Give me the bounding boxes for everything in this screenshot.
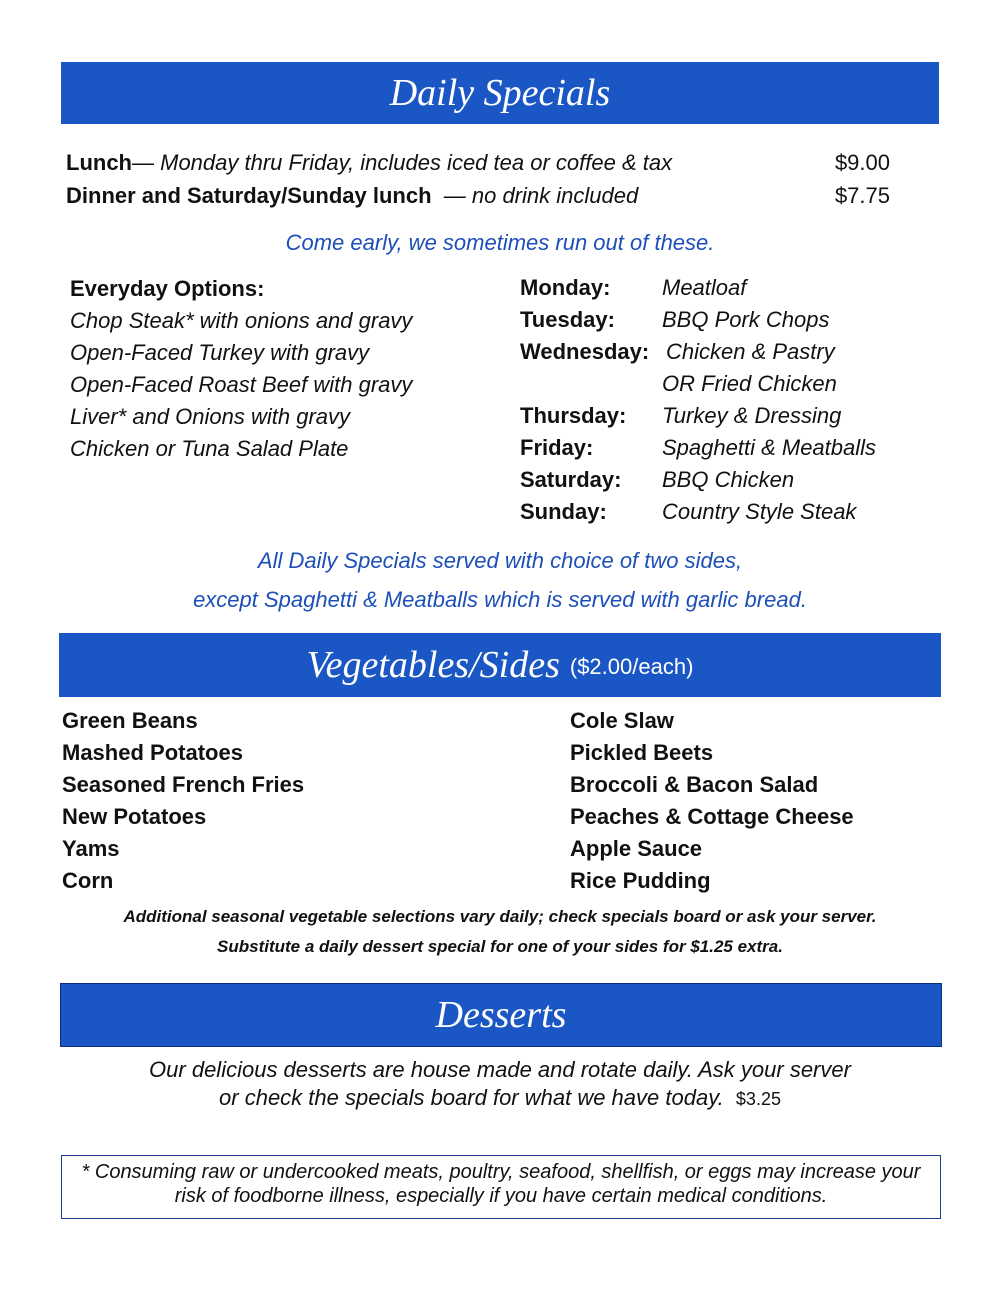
- day-label: Sunday:: [520, 499, 607, 524]
- day-special-row: [520, 307, 830, 333]
- side-item: Green Beans: [62, 708, 198, 733]
- everyday-item: Liver* and Onions with gravy: [70, 404, 351, 429]
- desserts-banner: [60, 983, 942, 1047]
- sides-banner: [59, 633, 941, 697]
- side-item: Broccoli & Bacon Salad: [570, 772, 819, 797]
- day-dish: BBQ Pork Chops: [662, 307, 830, 332]
- day-dish: Chicken & Pastry: [666, 339, 835, 364]
- day-label: Thursday:: [520, 403, 627, 428]
- lunch-label: Lunch: [66, 150, 132, 175]
- desserts-title: Desserts: [435, 994, 567, 1036]
- day-dish: OR Fried Chicken: [662, 371, 837, 396]
- come-early-note: Come early, we sometimes run out of these.: [285, 230, 715, 255]
- desserts-line-2: or check the specials board for what we have today.: [219, 1085, 724, 1110]
- day-special-row: [520, 275, 747, 301]
- sides-price-note: ($2.00/each): [569, 654, 694, 679]
- day-special-row: [520, 499, 857, 525]
- desserts-description: [0, 1056, 1000, 1113]
- side-item: Cole Slaw: [570, 708, 674, 733]
- sides-title: Vegetables/Sides: [306, 644, 560, 686]
- dinner-desc: — no drink included: [443, 183, 639, 208]
- dinner-price-line: [66, 183, 890, 209]
- day-dish: Turkey & Dressing: [662, 403, 842, 428]
- everyday-item: Open-Faced Turkey with gravy: [70, 340, 370, 365]
- lunch-desc: — Monday thru Friday, includes iced tea or coffee & tax: [132, 150, 673, 175]
- everyday-item: Chicken or Tuna Salad Plate: [70, 436, 349, 461]
- side-item: Peaches & Cottage Cheese: [570, 804, 854, 829]
- everyday-item: Chop Steak* with onions and gravy: [70, 308, 413, 333]
- lunch-price-line: [66, 150, 890, 176]
- side-item: New Potatoes: [62, 804, 207, 829]
- sides-right-column: [570, 705, 854, 897]
- desserts-line-1: Our delicious desserts are house made and rotate daily. Ask your server: [149, 1057, 851, 1082]
- day-dish: Country Style Steak: [662, 499, 857, 524]
- side-item: Pickled Beets: [570, 740, 714, 765]
- day-dish: BBQ Chicken: [662, 467, 795, 492]
- day-dish: Meatloaf: [662, 275, 747, 300]
- side-item: Corn: [62, 868, 114, 893]
- daily-specials-banner: [61, 62, 939, 124]
- day-label: Saturday:: [520, 467, 622, 492]
- day-special-row: [520, 467, 795, 493]
- side-item: Yams: [62, 836, 120, 861]
- served-with-note-2: except Spaghetti & Meatballs which is served with garlic bread.: [193, 587, 807, 612]
- side-item: Seasoned French Fries: [62, 772, 305, 797]
- served-with-note-1: All Daily Specials served with choice of two sides,: [257, 548, 743, 573]
- day-label: Wednesday:: [520, 339, 650, 364]
- substitute-note: Substitute a daily dessert special for one of your sides for $1.25 extra.: [217, 937, 783, 956]
- dinner-label: Dinner and Saturday/Sunday lunch: [66, 183, 432, 208]
- day-label: Friday:: [520, 435, 594, 460]
- seasonal-note: Additional seasonal vegetable selections vary daily; check specials board or ask your server.: [123, 907, 877, 926]
- day-dish: Spaghetti & Meatballs: [662, 435, 877, 460]
- side-item: Rice Pudding: [570, 868, 711, 893]
- everyday-item: Open-Faced Roast Beef with gravy: [70, 372, 413, 397]
- day-special-row: [520, 435, 877, 461]
- day-special-row: [520, 339, 835, 365]
- day-special-row: [520, 403, 842, 429]
- desserts-price: $3.25: [735, 1089, 781, 1109]
- day-label: Tuesday:: [520, 307, 615, 332]
- sides-left-column: [62, 705, 304, 897]
- daily-specials-title: Daily Specials: [389, 72, 611, 114]
- side-item: Mashed Potatoes: [62, 740, 243, 765]
- warning-text: * Consuming raw or undercooked meats, poultry, seafood, shellfish, or eggs may increase your risk of foodborne illness, especially if you have certain medical conditions.: [81, 1161, 921, 1207]
- food-safety-warning: [61, 1155, 941, 1219]
- day-label: Monday:: [520, 275, 611, 300]
- dinner-price: $7.75: [834, 183, 890, 208]
- everyday-heading: Everyday Options:: [70, 276, 265, 301]
- lunch-price: $9.00: [834, 150, 890, 175]
- everyday-options: [70, 273, 412, 465]
- side-item: Apple Sauce: [570, 836, 703, 861]
